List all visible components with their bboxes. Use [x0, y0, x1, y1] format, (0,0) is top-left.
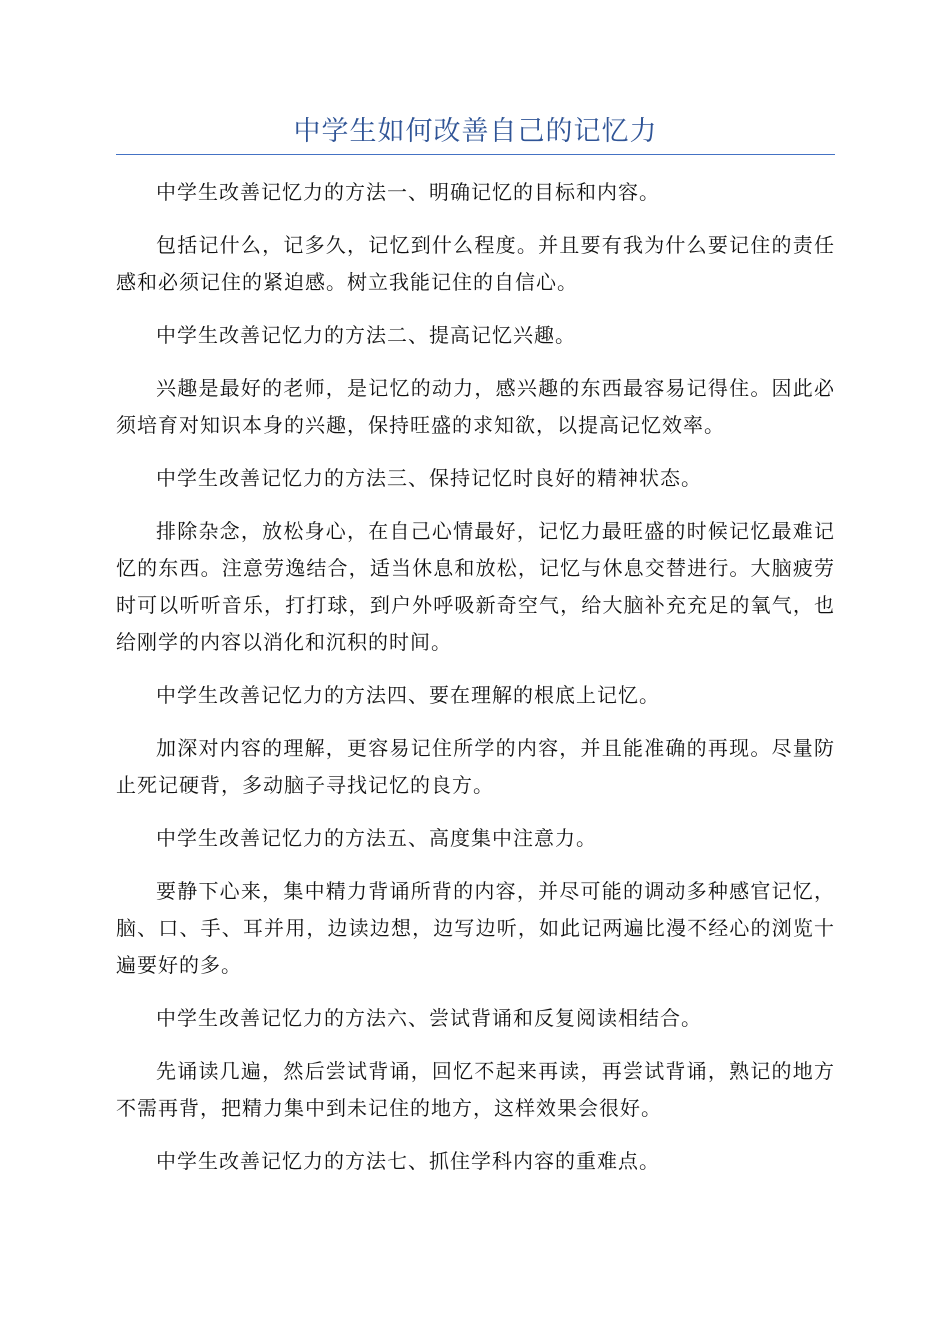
title-underline: [116, 154, 835, 155]
paragraph-method-3-heading: 中学生改善记忆力的方法三、保持记忆时良好的精神状态。: [156, 466, 702, 490]
paragraph-method-6-heading: 中学生改善记忆力的方法六、尝试背诵和反复阅读相结合。: [156, 1006, 702, 1030]
paragraph-method-6-body: 先诵读几遍，然后尝试背诵，回忆不起来再读，再尝试背诵，熟记的地方不需再背，把精力集中到未记住的地方，这样效果会很好。: [116, 1059, 835, 1120]
paragraph-method-3-body: 排除杂念，放松身心，在自己心情最好，记忆力最旺盛的时候记忆最难记忆的东西。注意劳逸结合，适当休息和放松，记忆与休息交替进行。大脑疲劳时可以听听音乐，打打球，到户外呼吸新奇空气，给大脑补充充足的氧气，也给刚学的内容以消化和沉积的时间。: [116, 519, 835, 654]
paragraph-method-7-heading: 中学生改善记忆力的方法七、抓住学科内容的重难点。: [156, 1149, 660, 1173]
paragraph-method-5-body: 要静下心来，集中精力背诵所背的内容，并尽可能的调动多种感官记忆，脑、口、手、耳并用，边读边想，边写边听，如此记两遍比漫不经心的浏览十遍要好的多。: [116, 879, 835, 977]
page-title: 中学生如何改善自己的记忆力: [293, 116, 658, 147]
document-body: [116, 174, 835, 1196]
paragraph-method-2-heading: 中学生改善记忆力的方法二、提高记忆兴趣。: [156, 323, 576, 347]
paragraph-method-4-body: 加深对内容的理解，更容易记住所学的内容，并且能准确的再现。尽量防止死记硬背，多动脑子寻找记忆的良方。: [116, 736, 835, 797]
paragraph-method-4-heading: 中学生改善记忆力的方法四、要在理解的根底上记忆。: [156, 683, 660, 707]
paragraph-method-5-heading: 中学生改善记忆力的方法五、高度集中注意力。: [156, 826, 597, 850]
paragraph-method-1-heading: 中学生改善记忆力的方法一、明确记忆的目标和内容。: [156, 180, 660, 204]
paragraph-method-1-body: 包括记什么，记多久，记忆到什么程度。并且要有我为什么要记住的责任感和必须记住的紧迫感。树立我能记住的自信心。: [116, 233, 835, 294]
paragraph-method-2-body: 兴趣是最好的老师，是记忆的动力，感兴趣的东西最容易记得住。因此必须培育对知识本身的兴趣，保持旺盛的求知欲，以提高记忆效率。: [116, 376, 835, 437]
